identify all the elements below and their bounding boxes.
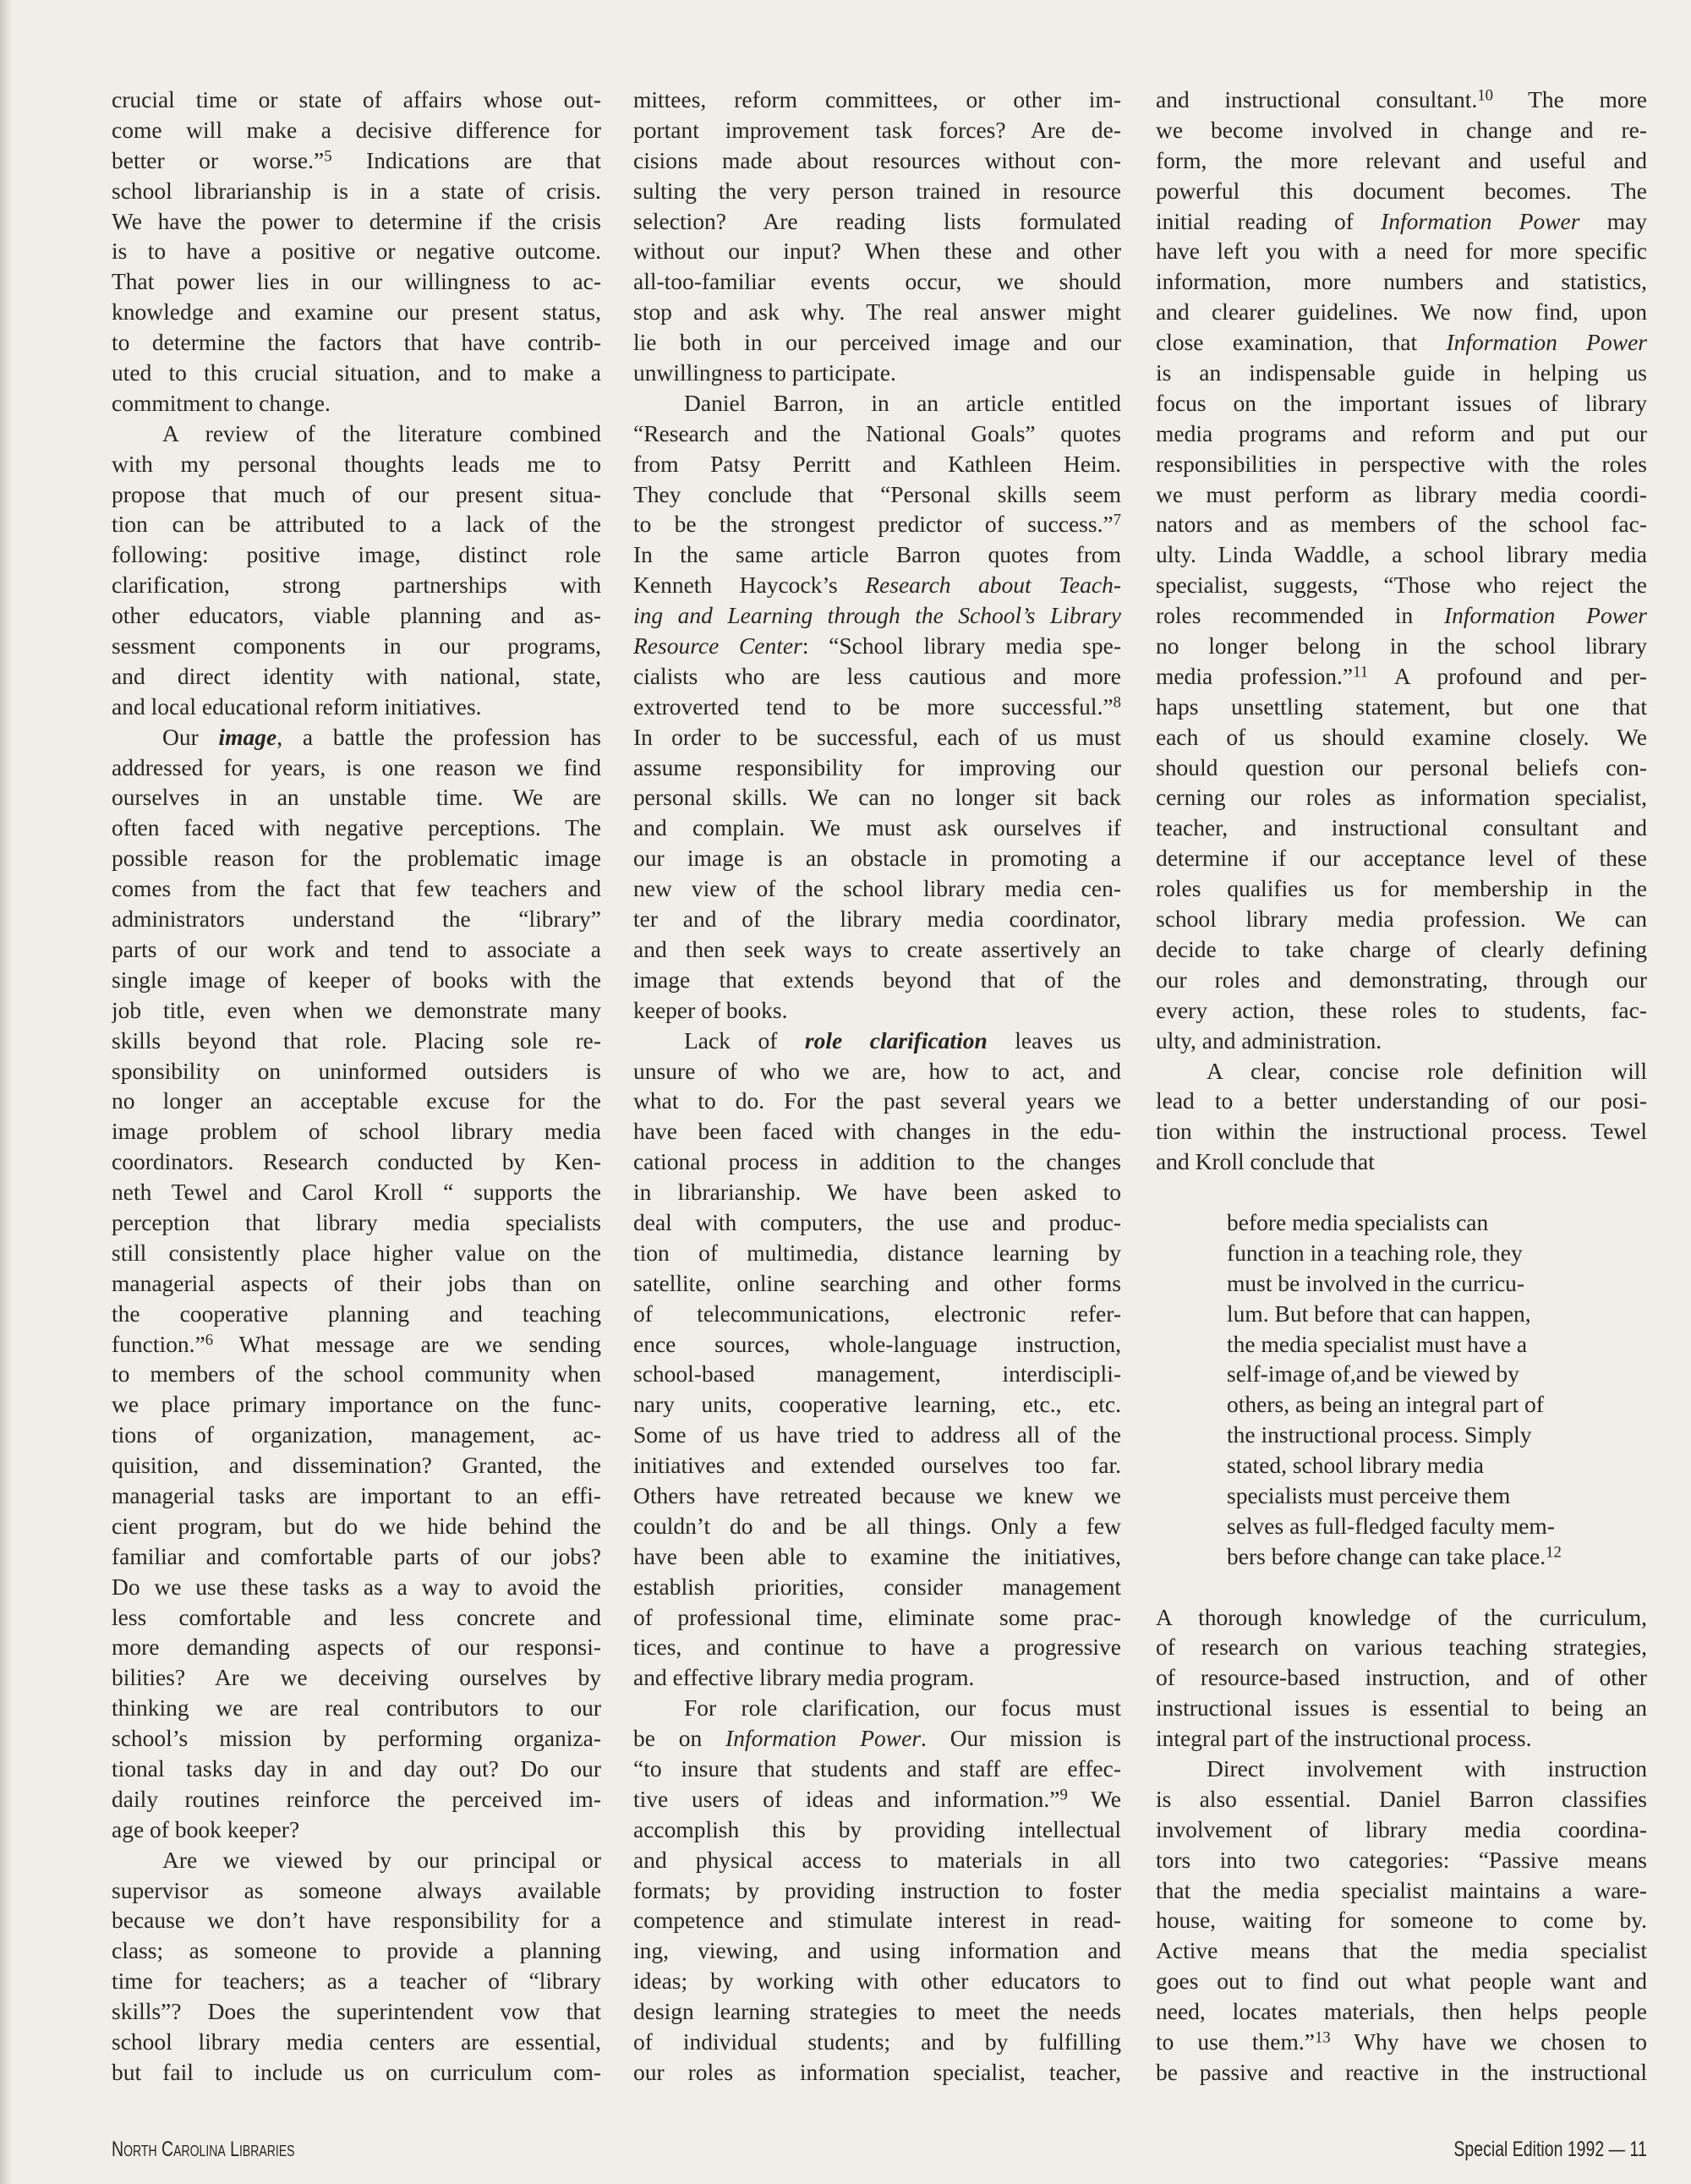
text-line: couldn’t do and be all things. Only a few	[633, 1512, 1121, 1539]
text-line: competence and stimulate interest in read-	[633, 1907, 1121, 1934]
publication-name: North Carolina Libraries	[112, 2137, 295, 2161]
text-line: roles qualifies us for membership in the	[1156, 875, 1647, 902]
text-line: and Kroll conclude that	[1156, 1148, 1375, 1175]
text-line: but fail to include us on curriculum com-	[112, 2058, 601, 2085]
text-run: initial reading of	[1156, 207, 1382, 234]
text-run: The more	[1493, 86, 1647, 112]
text-line: is an indispensable guide in helping us	[1156, 359, 1647, 386]
text-line: clarification, strong partnerships with	[112, 572, 601, 599]
footnote-reference: 13	[1314, 2028, 1331, 2047]
page-binding-edge	[0, 0, 12, 2184]
text-line: tional tasks day in and day out? Do our	[112, 1754, 601, 1782]
text-run: Lack of	[684, 1026, 805, 1054]
text-line: other educators, viable planning and as-	[112, 602, 601, 629]
text-line: “to insure that students and staff are effec-	[633, 1754, 1121, 1782]
text-line	[633, 1723, 1121, 1754]
text-line: sessment components in our programs,	[112, 632, 601, 660]
block-quote	[1156, 1207, 1647, 1572]
text-line: specialists must perceive them	[1227, 1481, 1511, 1508]
text-run: be on	[633, 1725, 726, 1752]
text-line: personal skills. We can no longer sit back	[633, 784, 1121, 811]
text-line: quisition, and dissemination? Granted, the	[112, 1452, 601, 1479]
text-line: no longer belong in the school library	[1156, 632, 1647, 660]
paragraph	[633, 1693, 1121, 2088]
text-run: extroverted tend to be more successful.”	[633, 692, 1114, 720]
text-line: more demanding aspects of our responsi-	[112, 1634, 601, 1661]
text-line: media programs and reform and put our	[1156, 419, 1647, 446]
text-line: addressed for years, is one reason we find	[112, 753, 601, 780]
text-run: media profession.”	[1156, 662, 1354, 689]
text-line: stated, school library media	[1227, 1452, 1484, 1479]
text-line: thinking we are real contributors to our	[112, 1694, 601, 1721]
paragraph	[1156, 85, 1647, 1056]
text-line: Daniel Barron, in an article entitled	[684, 389, 1121, 416]
text-line: still consistently place higher value on the	[112, 1239, 601, 1266]
emphasis-text: Information Power	[1444, 602, 1647, 629]
text-line: A review of the literature combined	[162, 419, 601, 446]
text-line: school’s mission by performing organiza-	[112, 1725, 601, 1752]
text-run: bers before change can take place.	[1227, 1542, 1546, 1569]
text-line: single image of keeper of books with the	[112, 966, 601, 993]
emphasis-text: Resource Center	[633, 632, 802, 660]
text-column-3	[1156, 85, 1647, 2088]
text-line	[1156, 327, 1647, 358]
text-line: that the media specialist maintains a ware-	[1156, 1876, 1647, 1903]
text-line: establish priorities, consider management	[633, 1573, 1121, 1600]
paragraph	[1156, 1602, 1647, 1754]
paragraph	[633, 1026, 1121, 1694]
text-line: managerial tasks are important to an effi-	[112, 1481, 601, 1508]
text-run: and instructional consultant.	[1156, 86, 1478, 112]
text-run: to use them.”	[1156, 2028, 1315, 2055]
text-line: A thorough knowledge of the curriculum,	[1156, 1603, 1647, 1630]
text-line: Direct involvement with instruction	[1207, 1754, 1647, 1782]
text-line: the cooperative planning and teaching	[112, 1300, 601, 1327]
footnote-reference: 5	[324, 147, 332, 166]
text-line: cialists who are less cautious and more	[633, 662, 1121, 689]
text-line: decide to take charge of clearly defining	[1156, 935, 1647, 962]
text-line: ulty. Linda Waddle, a school library media	[1156, 541, 1647, 568]
text-line	[112, 722, 601, 753]
text-line: class; as someone to provide a planning	[112, 1937, 601, 1964]
text-run: : “School library media spe-	[802, 632, 1121, 660]
text-line: of telecommunications, electronic refer-	[633, 1300, 1121, 1327]
emphasis-text: Research about Teach-	[865, 572, 1121, 599]
text-line	[633, 509, 1121, 539]
footnote-reference: 8	[1113, 693, 1121, 712]
text-column-2	[633, 85, 1121, 2088]
text-line: cient program, but do we hide behind the	[112, 1512, 601, 1539]
text-line: have been able to examine the initiatives,	[633, 1542, 1121, 1569]
text-line: we place primary importance on the func-	[112, 1391, 601, 1418]
text-run: A profound and per-	[1368, 662, 1647, 689]
text-line: We have the power to determine if the crisis	[112, 207, 601, 234]
text-line	[1156, 661, 1647, 692]
text-line: satellite, online searching and other forms	[633, 1269, 1121, 1296]
text-line: design learning strategies to meet the needs	[633, 1998, 1121, 2025]
text-line: school-based management, interdiscipli-	[633, 1360, 1121, 1388]
text-line	[1156, 1541, 1647, 1572]
text-line: Active means that the media specialist	[1156, 1937, 1647, 1964]
text-line: Some of us have tried to address all of the	[633, 1421, 1121, 1448]
text-line: need, locates materials, then helps people	[1156, 1998, 1647, 2025]
text-line: without our input? When these and other	[633, 238, 1121, 265]
text-line	[1156, 206, 1647, 237]
text-line: house, waiting for someone to come by.	[1156, 1907, 1647, 1934]
text-line: unsure of who we are, how to act, and	[633, 1057, 1121, 1084]
text-line	[633, 692, 1121, 722]
text-line: unwillingness to participate.	[633, 359, 896, 386]
emphasis-text: image	[218, 723, 277, 750]
text-line: coordinators. Research conducted by Ken-	[112, 1148, 601, 1175]
text-line: is to have a positive or negative outcome.	[112, 238, 601, 265]
text-line: portant improvement task forces? Are de-	[633, 116, 1121, 143]
text-run: to be the strongest predictor of success.”	[633, 511, 1114, 538]
text-line: new view of the school library media cen-	[633, 875, 1121, 902]
text-line	[633, 570, 1121, 600]
text-line: teacher, and instructional consultant and	[1156, 814, 1647, 841]
text-run: close examination, that	[1156, 329, 1447, 356]
text-line: skills”? Does the superintendent vow that	[112, 1998, 601, 2025]
text-line: ourselves in an unstable time. We are	[112, 784, 601, 811]
footnote-reference: 6	[205, 1331, 214, 1349]
text-line: Are we viewed by our principal or	[162, 1846, 601, 1873]
text-line	[633, 631, 1121, 661]
text-line: in librarianship. We have been asked to	[633, 1179, 1121, 1206]
text-line: of resource-based instruction, and of other	[1156, 1664, 1647, 1691]
text-line: commitment to change.	[112, 389, 331, 416]
text-line: possible reason for the problematic image	[112, 845, 601, 872]
text-line: form, the more relevant and useful and	[1156, 146, 1647, 173]
text-line: Do we use these tasks as a way to avoid the	[112, 1573, 601, 1600]
text-line: of research on various teaching strategies,	[1156, 1634, 1647, 1661]
text-line: and then seek ways to create assertively an	[633, 935, 1121, 962]
text-line: integral part of the instructional process.	[1156, 1725, 1532, 1752]
text-line: have been faced with changes in the edu-	[633, 1118, 1121, 1145]
footnote-reference: 10	[1477, 86, 1494, 105]
paragraph	[112, 419, 601, 722]
text-line: is also essential. Daniel Barron classifies	[1156, 1785, 1647, 1812]
paragraph	[112, 722, 601, 1845]
text-column-1	[112, 85, 601, 2088]
text-run: tive users of ideas and information.”	[633, 1785, 1060, 1812]
text-line: others, as being an integral part of	[1227, 1391, 1544, 1418]
text-line: bilities? Are we deceiving ourselves by	[112, 1664, 601, 1691]
text-line	[1156, 600, 1647, 631]
emphasis-text: Information Power	[1446, 329, 1647, 356]
text-line: function in a teaching role, they	[1227, 1239, 1523, 1266]
text-line: age of book keeper?	[112, 1815, 300, 1842]
text-line: administrators understand the “library”	[112, 906, 601, 933]
text-line: managerial aspects of their jobs than on	[112, 1269, 601, 1296]
text-line: image problem of school library media	[112, 1118, 601, 1145]
text-line: school library media centers are essential,	[112, 2028, 601, 2055]
text-line: deal with computers, the use and produc-	[633, 1208, 1121, 1235]
text-run: leaves us	[987, 1026, 1121, 1054]
text-run: , a battle the profession has	[276, 723, 601, 750]
text-line: from Patsy Perritt and Kathleen Heim.	[633, 450, 1121, 477]
text-run: Why have we chosen to	[1330, 2028, 1647, 2055]
text-line: Others have retreated because we knew we	[633, 1481, 1121, 1508]
text-line: our roles and demonstrating, through our	[1156, 966, 1647, 993]
text-run: roles recommended in	[1156, 602, 1444, 629]
text-line: comes from the fact that few teachers and	[112, 875, 601, 902]
text-line: school library media profession. We can	[1156, 906, 1647, 933]
text-line: our roles as information specialist, teacher,	[633, 2058, 1121, 2085]
text-line: ing, viewing, and using information and	[633, 1937, 1121, 1964]
text-line: information, more numbers and statistics,	[1156, 268, 1647, 295]
text-line: ence sources, whole-language instruction,	[633, 1330, 1121, 1357]
footnote-reference: 12	[1546, 1543, 1562, 1562]
text-line: For role clarification, our focus must	[684, 1694, 1121, 1721]
text-line: specialist, suggests, “Those who reject the	[1156, 572, 1647, 599]
text-line: before media specialists can	[1227, 1208, 1489, 1235]
text-line: tions of organization, management, ac-	[112, 1421, 601, 1448]
paragraph	[633, 388, 1121, 1026]
footnote-reference: 11	[1353, 663, 1369, 681]
text-line: because we don’t have responsibility for a	[112, 1907, 601, 1934]
text-line: tices, and continue to have a progressive	[633, 1634, 1121, 1661]
text-line: instructional issues is essential to being an	[1156, 1694, 1647, 1721]
text-line: neth Tewel and Carol Kroll “ supports the	[112, 1179, 601, 1206]
text-line: following: positive image, distinct role	[112, 541, 601, 568]
emphasis-text: role clarification	[804, 1026, 988, 1054]
text-run: Indications are that	[331, 146, 601, 173]
text-line: to determine the factors that have contrib-	[112, 329, 601, 356]
text-line: have left you with a need for more specific	[1156, 238, 1647, 265]
text-line: tors into two categories: “Passive means	[1156, 1846, 1647, 1873]
text-line: determine if our acceptance level of these	[1156, 845, 1647, 872]
edition-page-number: Special Edition 1992 — 11	[1453, 2137, 1647, 2161]
text-line: must be involved in the curricu-	[1227, 1269, 1525, 1296]
text-line: tion of multimedia, distance learning by	[633, 1239, 1121, 1266]
text-line: lie both in our perceived image and our	[633, 329, 1121, 356]
text-line	[633, 1784, 1121, 1815]
paragraph	[1156, 1754, 1647, 2088]
paragraph	[112, 85, 601, 419]
spacer	[1156, 1572, 1647, 1602]
paragraph	[633, 85, 1121, 388]
text-line: initiatives and extended ourselves too far.	[633, 1452, 1121, 1479]
text-line: the instructional process. Simply	[1227, 1421, 1532, 1448]
text-line: school librarianship is in a state of crisis.	[112, 177, 601, 204]
text-line: focus on the important issues of library	[1156, 389, 1647, 416]
text-line: the media specialist must have a	[1227, 1330, 1528, 1357]
text-line: of individual students; and by fulfilling	[633, 2028, 1121, 2055]
text-line: to members of the school community when	[112, 1360, 601, 1388]
text-line: ideas; by working with other educators to	[633, 1968, 1121, 1995]
text-line: self-image of,and be viewed by	[1227, 1360, 1519, 1388]
text-line: what to do. For the past several years we	[633, 1087, 1121, 1114]
text-line: job title, even when we demonstrate many	[112, 996, 601, 1023]
text-line: with my personal thoughts leads me to	[112, 450, 601, 477]
footnote-reference: 7	[1113, 512, 1121, 530]
text-line: every action, these roles to students, fac-	[1156, 996, 1647, 1023]
text-line: sulting the very person trained in resource	[633, 177, 1121, 204]
text-run: function.”	[112, 1330, 205, 1357]
text-line: ter and of the library media coordinator,	[633, 906, 1121, 933]
text-line: of professional time, eliminate some prac-	[633, 1603, 1121, 1630]
text-line: ulty, and administration.	[1156, 1026, 1382, 1054]
text-line: responsibilities in perspective with the roles	[1156, 450, 1647, 477]
footnote-reference: 9	[1059, 1786, 1068, 1804]
text-line: perception that library media specialists	[112, 1208, 601, 1235]
text-run: Our	[162, 723, 219, 750]
text-line: and local educational reform initiatives.	[112, 692, 482, 720]
text-line: and effective library media program.	[633, 1664, 975, 1691]
text-line: all-too-familiar events occur, we should	[633, 268, 1121, 295]
text-line	[112, 1329, 601, 1360]
text-line: should question our personal beliefs con-	[1156, 753, 1647, 780]
text-line: come will make a decisive difference for	[112, 116, 601, 143]
text-line: “Research and the National Goals” quotes	[633, 419, 1121, 446]
text-line: sponsibility on uninformed outsiders is	[112, 1057, 601, 1084]
text-line: stop and ask why. The real answer might	[633, 298, 1121, 326]
text-run: What message are we sending	[213, 1330, 601, 1357]
text-line: we must perform as library media coordi-	[1156, 480, 1647, 507]
text-line: assume responsibility for improving our	[633, 753, 1121, 780]
text-line: involvement of library media coordina-	[1156, 1815, 1647, 1842]
text-line: be passive and reactive in the instructional	[1156, 2058, 1647, 2085]
text-run: . Our mission is	[921, 1725, 1121, 1752]
text-line: crucial time or state of affairs whose out-	[112, 86, 601, 112]
paragraph	[112, 1845, 601, 2088]
text-line: propose that much of our present situa-	[112, 480, 601, 507]
text-line: less comfortable and less concrete and	[112, 1603, 601, 1630]
text-line: selection? Are reading lists formulated	[633, 207, 1121, 234]
text-line: lum. But before that can happen,	[1227, 1300, 1531, 1327]
text-line: our image is an obstacle in promoting a	[633, 845, 1121, 872]
text-line: no longer an acceptable excuse for the	[112, 1087, 601, 1114]
text-line: skills beyond that role. Placing sole re-	[112, 1026, 601, 1054]
text-line: nators and as members of the school fac-	[1156, 511, 1647, 538]
text-line: cational process in addition to the changes	[633, 1148, 1121, 1175]
emphasis-text: ing and Learning through the School’s Library	[633, 602, 1121, 629]
text-line: haps unsettling statement, but one that	[1156, 692, 1647, 720]
text-line: A clear, concise role definition will	[1207, 1057, 1647, 1084]
text-line: and physical access to materials in all	[633, 1846, 1121, 1873]
text-line: powerful this document becomes. The	[1156, 177, 1647, 204]
text-line	[633, 600, 1121, 631]
text-line: we become involved in change and re-	[1156, 116, 1647, 143]
text-line: time for teachers; as a teacher of “library	[112, 1968, 601, 1995]
text-line: accomplish this by providing intellectual	[633, 1815, 1121, 1842]
emphasis-text: Information Power	[725, 1725, 922, 1752]
text-line: mittees, reform committees, or other im-	[633, 86, 1121, 112]
text-line: uted to this crucial situation, and to make a	[112, 359, 601, 386]
text-run: Kenneth Haycock’s	[633, 572, 866, 599]
emphasis-text: Information Power	[1381, 207, 1580, 234]
text-line: They conclude that “Personal skills seem	[633, 480, 1121, 507]
text-line	[633, 1026, 1121, 1056]
text-line	[112, 145, 601, 176]
text-line: and clearer guidelines. We now find, upon	[1156, 298, 1647, 326]
text-line: image that extends beyond that of the	[633, 966, 1121, 993]
paragraph	[1156, 1056, 1647, 1178]
text-line: selves as full-fledged faculty mem-	[1227, 1512, 1555, 1539]
text-line: goes out to find out what people want and	[1156, 1968, 1647, 1995]
text-line: In order to be successful, each of us must	[633, 723, 1121, 750]
text-line: supervisor as someone always available	[112, 1876, 601, 1903]
text-line: formats; by providing instruction to foster	[633, 1876, 1121, 1903]
text-line: tion can be attributed to a lack of the	[112, 511, 601, 538]
text-run: better or worse.”	[112, 146, 325, 173]
text-line	[1156, 85, 1647, 115]
text-line: each of us should examine closely. We	[1156, 723, 1647, 750]
text-line: parts of our work and tend to associate a	[112, 935, 601, 962]
spacer	[1156, 1177, 1647, 1207]
text-line: and direct identity with national, state,	[112, 662, 601, 689]
text-line: daily routines reinforce the perceived im-	[112, 1785, 601, 1812]
text-line: In the same article Barron quotes from	[633, 541, 1121, 568]
text-line: knowledge and examine our present status,	[112, 298, 601, 326]
text-line: lead to a better understanding of our posi-	[1156, 1087, 1647, 1114]
text-line: cisions made about resources without con-	[633, 146, 1121, 173]
text-line: familiar and comfortable parts of our jobs?	[112, 1542, 601, 1569]
text-line: cerning our roles as information specialist,	[1156, 784, 1647, 811]
text-line: keeper of books.	[633, 996, 788, 1023]
text-line	[1156, 2027, 1647, 2057]
text-line: nary units, cooperative learning, etc., etc.	[633, 1391, 1121, 1418]
text-line: often faced with negative perceptions. The	[112, 814, 601, 841]
text-line: and complain. We must ask ourselves if	[633, 814, 1121, 841]
text-line: tion within the instructional process. Tewel	[1156, 1118, 1647, 1145]
text-line: That power lies in our willingness to ac-	[112, 268, 601, 295]
text-run: may	[1579, 207, 1647, 234]
text-run: We	[1067, 1785, 1121, 1812]
